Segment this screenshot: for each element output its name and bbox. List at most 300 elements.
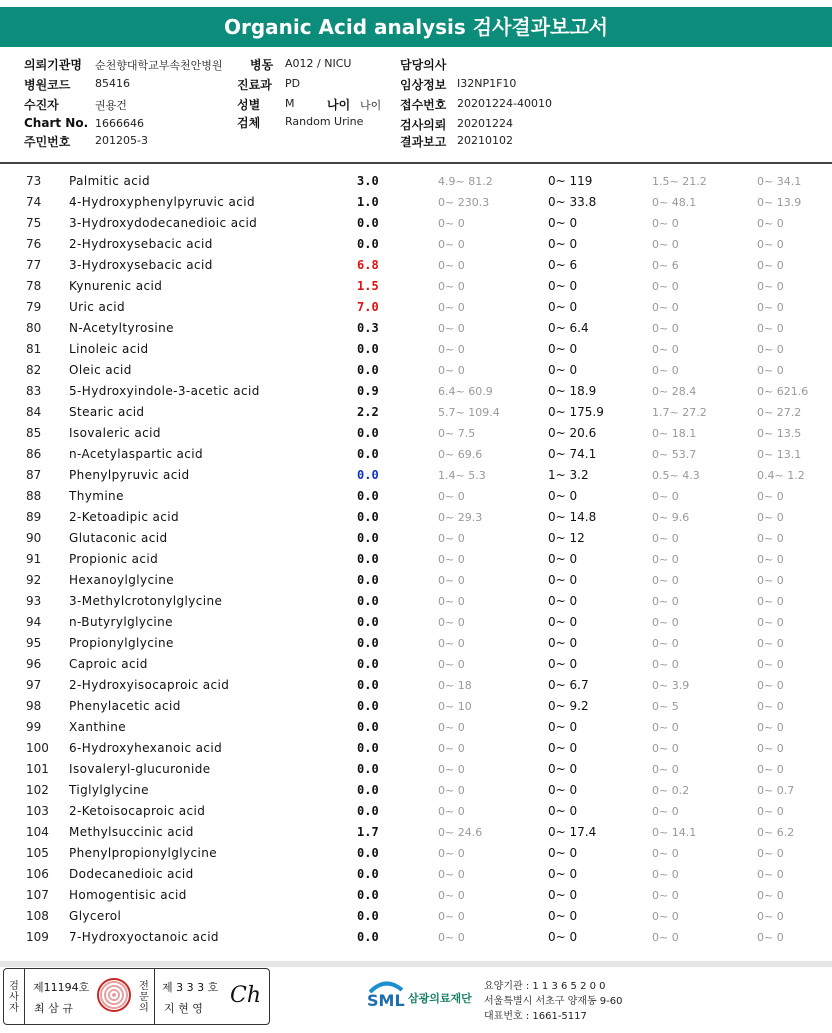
acid-name: 2-Hydroxysebacic acid	[69, 237, 213, 251]
header-divider	[0, 162, 832, 164]
reference-range-3: 0~ 0	[652, 238, 679, 251]
table-row	[0, 171, 832, 192]
result-value: 0.0	[357, 237, 379, 251]
reference-range-4: 0~ 0	[757, 721, 784, 734]
row-number: 77	[26, 258, 42, 272]
reference-range-2: 0~ 12	[548, 531, 585, 545]
receipt-value: 20201224-40010	[457, 97, 552, 110]
table-row	[0, 822, 832, 843]
reference-range-4: 0~ 0	[757, 301, 784, 314]
acid-name: Kynurenic acid	[69, 279, 163, 293]
reference-range-2: 0~ 0	[548, 762, 578, 776]
reference-range-1: 6.4~ 60.9	[438, 385, 493, 398]
table-row	[0, 780, 832, 801]
result-value: 0.0	[357, 489, 379, 503]
reference-range-4: 0~ 0	[757, 532, 784, 545]
reference-range-3: 0~ 0	[652, 301, 679, 314]
reference-range-2: 0~ 6.4	[548, 321, 589, 335]
reference-range-4: 0~ 0	[757, 742, 784, 755]
acid-name: Stearic acid	[69, 405, 145, 419]
table-row	[0, 234, 832, 255]
result-value: 0.0	[357, 552, 379, 566]
acid-name: 6-Hydroxyhexanoic acid	[69, 741, 223, 755]
row-number: 82	[26, 363, 42, 377]
acid-name: Phenylpropionylglycine	[69, 846, 218, 860]
reference-range-2: 0~ 6.7	[548, 678, 589, 692]
logo-text: SML	[367, 991, 405, 1010]
reference-range-3: 0~ 14.1	[652, 826, 697, 839]
acid-name: Uric acid	[69, 300, 125, 314]
reference-range-3: 0~ 0	[652, 217, 679, 230]
specialist-license: 제 3 3 3 호	[162, 981, 219, 994]
acid-name: Hexanoylglycine	[69, 573, 175, 587]
reference-range-3: 0~ 0	[652, 322, 679, 335]
reference-range-3: 0~ 0	[652, 637, 679, 650]
reference-range-3: 0~ 0.2	[652, 784, 690, 797]
result-value: 0.0	[357, 216, 379, 230]
reference-range-1: 0~ 0	[438, 553, 465, 566]
acid-name: 4-Hydroxyphenylpyruvic acid	[69, 195, 256, 209]
result-value: 0.0	[357, 804, 379, 818]
result-value: 0.0	[357, 783, 379, 797]
ward-label: 병동	[250, 58, 274, 72]
result-value: 0.0	[357, 699, 379, 713]
signature-box	[3, 968, 270, 1025]
rrn-value: 201205-3	[95, 134, 148, 147]
table-row	[0, 402, 832, 423]
reference-range-3: 0~ 0	[652, 343, 679, 356]
reference-range-1: 0~ 0	[438, 742, 465, 755]
reference-range-1: 0~ 0	[438, 280, 465, 293]
inst-label: 의뢰기관명	[24, 58, 82, 72]
table-row	[0, 528, 832, 549]
reference-range-1: 0~ 0	[438, 322, 465, 335]
result-value: 1.0	[357, 195, 379, 209]
reference-range-2: 0~ 0	[548, 489, 578, 503]
table-row	[0, 759, 832, 780]
row-number: 97	[26, 678, 42, 692]
reference-range-1: 0~ 0	[438, 490, 465, 503]
reference-range-3: 0~ 0	[652, 847, 679, 860]
reference-range-3: 0~ 0	[652, 364, 679, 377]
row-number: 101	[26, 762, 49, 776]
reference-range-2: 0~ 9.2	[548, 699, 589, 713]
reference-range-3: 0~ 3.9	[652, 679, 690, 692]
reference-range-4: 0~ 0.7	[757, 784, 795, 797]
table-row	[0, 843, 832, 864]
reference-range-1: 0~ 0	[438, 217, 465, 230]
acid-name: n-Acetylaspartic acid	[69, 447, 204, 461]
row-number: 104	[26, 825, 49, 839]
stamp-divider	[24, 969, 25, 1024]
specimen-label: 검체	[237, 116, 261, 130]
row-number: 74	[26, 195, 42, 209]
reference-range-1: 4.9~ 81.2	[438, 175, 493, 188]
table-row	[0, 675, 832, 696]
report-value: 20210102	[457, 134, 513, 147]
row-number: 81	[26, 342, 42, 356]
row-number: 90	[26, 531, 42, 545]
acid-name: Methylsuccinic acid	[69, 825, 194, 839]
reference-range-1: 0~ 0	[438, 805, 465, 818]
row-number: 91	[26, 552, 42, 566]
reference-range-4: 0~ 0	[757, 595, 784, 608]
patient-label: 수진자	[24, 98, 59, 112]
table-row	[0, 360, 832, 381]
reference-range-1: 0~ 230.3	[438, 196, 490, 209]
reference-range-4: 0~ 0	[757, 322, 784, 335]
row-number: 98	[26, 699, 42, 713]
table-row	[0, 486, 832, 507]
reference-range-4: 0~ 0	[757, 658, 784, 671]
result-value: 0.0	[357, 867, 379, 881]
row-number: 75	[26, 216, 42, 230]
reference-range-4: 0~ 0	[757, 616, 784, 629]
row-number: 108	[26, 909, 49, 923]
table-row	[0, 423, 832, 444]
reference-range-4: 0~ 0	[757, 343, 784, 356]
table-row	[0, 465, 832, 486]
acid-name: Oleic acid	[69, 363, 132, 377]
result-value: 0.0	[357, 636, 379, 650]
reference-range-3: 0~ 0	[652, 595, 679, 608]
reference-range-2: 0~ 0	[548, 279, 578, 293]
row-number: 99	[26, 720, 42, 734]
reference-range-2: 0~ 0	[548, 804, 578, 818]
table-row	[0, 864, 832, 885]
reference-range-4: 0~ 621.6	[757, 385, 809, 398]
reference-range-4: 0~ 0	[757, 490, 784, 503]
rrn-label: 주민번호	[24, 135, 71, 149]
dept-value: PD	[285, 77, 301, 90]
reference-range-4: 0~ 0	[757, 910, 784, 923]
acid-name: Glutaconic acid	[69, 531, 168, 545]
reference-range-4: 0~ 27.2	[757, 406, 802, 419]
row-number: 76	[26, 237, 42, 251]
acid-name: N-Acetyltyrosine	[69, 321, 174, 335]
reference-range-1: 0~ 0	[438, 532, 465, 545]
reference-range-1: 0~ 0	[438, 595, 465, 608]
result-value: 3.0	[357, 174, 379, 188]
reference-range-2: 0~ 33.8	[548, 195, 597, 209]
inst-value: 순천향대학교부속천안병원	[95, 59, 223, 72]
row-number: 73	[26, 174, 42, 188]
acid-name: Linoleic acid	[69, 342, 149, 356]
table-row	[0, 612, 832, 633]
reference-range-1: 0~ 0	[438, 763, 465, 776]
reference-range-4: 0~ 0	[757, 847, 784, 860]
acid-name: 3-Hydroxydodecanedioic acid	[69, 216, 258, 230]
reference-range-4: 0~ 13.1	[757, 448, 802, 461]
result-value: 0.0	[357, 930, 379, 944]
receipt-label: 접수번호	[400, 98, 447, 112]
reference-range-2: 0~ 0	[548, 216, 578, 230]
reference-range-4: 0~ 0	[757, 889, 784, 902]
row-number: 86	[26, 447, 42, 461]
acid-name: 2-Hydroxyisocaproic acid	[69, 678, 230, 692]
sex-value: M	[285, 97, 295, 110]
request-label: 검사의뢰	[400, 118, 447, 132]
reference-range-1: 0~ 0	[438, 847, 465, 860]
reference-range-4: 0~ 0	[757, 280, 784, 293]
reference-range-1: 1.4~ 5.3	[438, 469, 486, 482]
report-title: Organic Acid analysis 검사결과보고서	[0, 7, 832, 47]
row-number: 95	[26, 636, 42, 650]
age-label: 나이	[327, 98, 351, 112]
acid-name: Thymine	[69, 489, 124, 503]
result-value: 7.0	[357, 300, 379, 314]
row-number: 100	[26, 741, 49, 755]
acid-name: Isovaleryl-glucuronide	[69, 762, 211, 776]
row-number: 88	[26, 489, 42, 503]
table-row	[0, 696, 832, 717]
row-number: 83	[26, 384, 42, 398]
reference-range-2: 0~ 20.6	[548, 426, 597, 440]
org-name: 삼광의료재단	[408, 992, 472, 1005]
table-row	[0, 339, 832, 360]
table-row	[0, 381, 832, 402]
reference-range-3: 0~ 53.7	[652, 448, 697, 461]
reference-range-2: 0~ 0	[548, 783, 578, 797]
table-row	[0, 906, 832, 927]
reference-range-3: 0~ 0	[652, 721, 679, 734]
doctor-label: 담당의사	[400, 58, 447, 72]
table-row	[0, 654, 832, 675]
care-code: 요양기관 : 1 1 3 6 5 2 0 0	[484, 981, 606, 992]
reference-range-1: 0~ 0	[438, 658, 465, 671]
acid-name: Isovaleric acid	[69, 426, 161, 440]
row-number: 93	[26, 594, 42, 608]
reference-range-4: 0~ 0	[757, 679, 784, 692]
result-value: 0.0	[357, 741, 379, 755]
hospcode-value: 85416	[95, 77, 130, 90]
table-row	[0, 192, 832, 213]
reference-range-1: 0~ 24.6	[438, 826, 483, 839]
dept-label: 진료과	[237, 78, 272, 92]
table-row	[0, 717, 832, 738]
acid-name: 2-Ketoisocaproic acid	[69, 804, 206, 818]
reference-range-3: 0~ 0	[652, 616, 679, 629]
reference-range-2: 0~ 0	[548, 552, 578, 566]
reference-range-2: 0~ 175.9	[548, 405, 604, 419]
reference-range-4: 0~ 0	[757, 511, 784, 524]
specimen-value: Random Urine	[285, 115, 364, 128]
reference-range-2: 0~ 0	[548, 363, 578, 377]
table-row	[0, 885, 832, 906]
reference-range-1: 0~ 10	[438, 700, 472, 713]
acid-name: Phenylpyruvic acid	[69, 468, 190, 482]
acid-name: Dodecanedioic acid	[69, 867, 194, 881]
acid-name: 3-Hydroxysebacic acid	[69, 258, 213, 272]
table-row	[0, 801, 832, 822]
reference-range-3: 0~ 0	[652, 490, 679, 503]
row-number: 107	[26, 888, 49, 902]
reference-range-1: 0~ 0	[438, 721, 465, 734]
reference-range-3: 0.5~ 4.3	[652, 469, 700, 482]
reference-range-2: 1~ 3.2	[548, 468, 589, 482]
reference-range-4: 0~ 13.9	[757, 196, 802, 209]
acid-name: 7-Hydroxyoctanoic acid	[69, 930, 219, 944]
reference-range-2: 0~ 0	[548, 846, 578, 860]
result-value: 0.0	[357, 531, 379, 545]
reference-range-1: 5.7~ 109.4	[438, 406, 500, 419]
request-value: 20201224	[457, 117, 513, 130]
row-number: 109	[26, 930, 49, 944]
age-value: 나이	[360, 99, 382, 112]
reference-range-1: 0~ 0	[438, 574, 465, 587]
reference-range-1: 0~ 0	[438, 784, 465, 797]
row-number: 105	[26, 846, 49, 860]
reference-range-2: 0~ 0	[548, 300, 578, 314]
acid-name: 2-Ketoadipic acid	[69, 510, 180, 524]
reference-range-4: 0~ 0	[757, 763, 784, 776]
reference-range-4: 0~ 0	[757, 637, 784, 650]
row-number: 89	[26, 510, 42, 524]
result-value: 0.0	[357, 720, 379, 734]
reference-range-3: 0~ 0	[652, 910, 679, 923]
row-number: 92	[26, 573, 42, 587]
reference-range-1: 0~ 0	[438, 343, 465, 356]
reference-range-3: 0~ 0	[652, 574, 679, 587]
reference-range-2: 0~ 6	[548, 258, 578, 272]
table-row	[0, 633, 832, 654]
table-row	[0, 927, 832, 948]
reference-range-4: 0~ 0	[757, 700, 784, 713]
specialist-vertical-label: 전문의	[139, 981, 149, 1014]
reference-range-3: 0~ 0	[652, 889, 679, 902]
sml-logo-icon	[366, 978, 406, 1012]
stamp-divider-2	[154, 969, 155, 1024]
reference-range-1: 0~ 0	[438, 238, 465, 251]
report-label: 결과보고	[400, 135, 447, 149]
examiner-license: 제11194호	[33, 981, 90, 994]
acid-name: Palmitic acid	[69, 174, 150, 188]
result-value: 0.0	[357, 615, 379, 629]
reference-range-3: 0~ 0	[652, 931, 679, 944]
reference-range-3: 0~ 5	[652, 700, 679, 713]
reference-range-3: 0~ 0	[652, 553, 679, 566]
reference-range-1: 0~ 0	[438, 910, 465, 923]
row-number: 96	[26, 657, 42, 671]
result-value: 0.0	[357, 363, 379, 377]
reference-range-2: 0~ 0	[548, 594, 578, 608]
signature-icon: Ch	[230, 983, 262, 1008]
reference-range-4: 0~ 6.2	[757, 826, 795, 839]
reference-range-3: 0~ 28.4	[652, 385, 697, 398]
row-number: 80	[26, 321, 42, 335]
chart-label: Chart No.	[24, 116, 89, 130]
acid-name: 3-Methylcrotonylglycine	[69, 594, 223, 608]
reference-range-3: 0~ 0	[652, 763, 679, 776]
result-value: 0.0	[357, 510, 379, 524]
table-row	[0, 570, 832, 591]
acid-name: Tiglylglycine	[69, 783, 149, 797]
acid-name: Caproic acid	[69, 657, 148, 671]
specialist-name: 지 현 영	[164, 1002, 203, 1015]
reference-range-3: 0~ 6	[652, 259, 679, 272]
reference-range-2: 0~ 0	[548, 342, 578, 356]
acid-name: Xanthine	[69, 720, 127, 734]
clinical-label: 임상정보	[400, 78, 447, 92]
result-value: 2.2	[357, 405, 379, 419]
reference-range-4: 0~ 0	[757, 364, 784, 377]
result-value: 1.7	[357, 825, 379, 839]
result-value: 0.0	[357, 594, 379, 608]
reference-range-2: 0~ 14.8	[548, 510, 597, 524]
row-number: 103	[26, 804, 49, 818]
reference-range-2: 0~ 0	[548, 720, 578, 734]
acid-name: 5-Hydroxyindole-3-acetic acid	[69, 384, 260, 398]
reference-range-4: 0~ 0	[757, 574, 784, 587]
row-number: 94	[26, 615, 42, 629]
table-row	[0, 591, 832, 612]
result-value: 6.8	[357, 258, 379, 272]
reference-range-4: 0~ 0	[757, 553, 784, 566]
result-value: 0.3	[357, 321, 379, 335]
result-value: 0.0	[357, 426, 379, 440]
result-value: 0.0	[357, 909, 379, 923]
row-number: 87	[26, 468, 42, 482]
reference-range-3: 1.5~ 21.2	[652, 175, 707, 188]
reference-range-1: 0~ 29.3	[438, 511, 483, 524]
result-value: 0.0	[357, 468, 379, 482]
reference-range-1: 0~ 0	[438, 259, 465, 272]
table-row	[0, 549, 832, 570]
result-value: 0.0	[357, 846, 379, 860]
address: 서울특별시 서초구 양재동 9-60	[484, 996, 623, 1007]
reference-range-2: 0~ 0	[548, 867, 578, 881]
acid-name: Glycerol	[69, 909, 122, 923]
table-row	[0, 297, 832, 318]
reference-range-3: 0~ 0	[652, 280, 679, 293]
row-number: 79	[26, 300, 42, 314]
reference-range-2: 0~ 18.9	[548, 384, 597, 398]
reference-range-3: 0~ 0	[652, 658, 679, 671]
result-value: 0.9	[357, 384, 379, 398]
reference-range-2: 0~ 0	[548, 657, 578, 671]
reference-range-1: 0~ 0	[438, 931, 465, 944]
reference-range-4: 0~ 0	[757, 931, 784, 944]
reference-range-4: 0.4~ 1.2	[757, 469, 805, 482]
examiner-vertical-label: 검사자	[9, 981, 19, 1014]
result-value: 0.0	[357, 762, 379, 776]
reference-range-4: 0~ 34.1	[757, 175, 802, 188]
table-row	[0, 444, 832, 465]
reference-range-3: 0~ 0	[652, 805, 679, 818]
acid-name: n-Butyrylglycine	[69, 615, 173, 629]
reference-range-1: 0~ 0	[438, 889, 465, 902]
examiner-name: 최 삼 규	[34, 1002, 73, 1015]
table-row	[0, 213, 832, 234]
reference-range-2: 0~ 74.1	[548, 447, 597, 461]
acid-name: Propionic acid	[69, 552, 159, 566]
row-number: 106	[26, 867, 49, 881]
reference-range-1: 0~ 0	[438, 637, 465, 650]
result-value: 0.0	[357, 342, 379, 356]
reference-range-4: 0~ 0	[757, 238, 784, 251]
reference-range-3: 0~ 0	[652, 868, 679, 881]
seal-icon	[97, 978, 131, 1012]
ward-value: A012 / NICU	[285, 57, 352, 70]
reference-range-3: 0~ 0	[652, 532, 679, 545]
acid-name: Homogentisic acid	[69, 888, 187, 902]
reference-range-3: 0~ 48.1	[652, 196, 697, 209]
phone: 대표번호 : 1661-5117	[484, 1011, 587, 1022]
reference-range-4: 0~ 0	[757, 805, 784, 818]
patient-value: 권용건	[95, 99, 127, 112]
reference-range-1: 0~ 0	[438, 868, 465, 881]
reference-range-4: 0~ 0	[757, 217, 784, 230]
